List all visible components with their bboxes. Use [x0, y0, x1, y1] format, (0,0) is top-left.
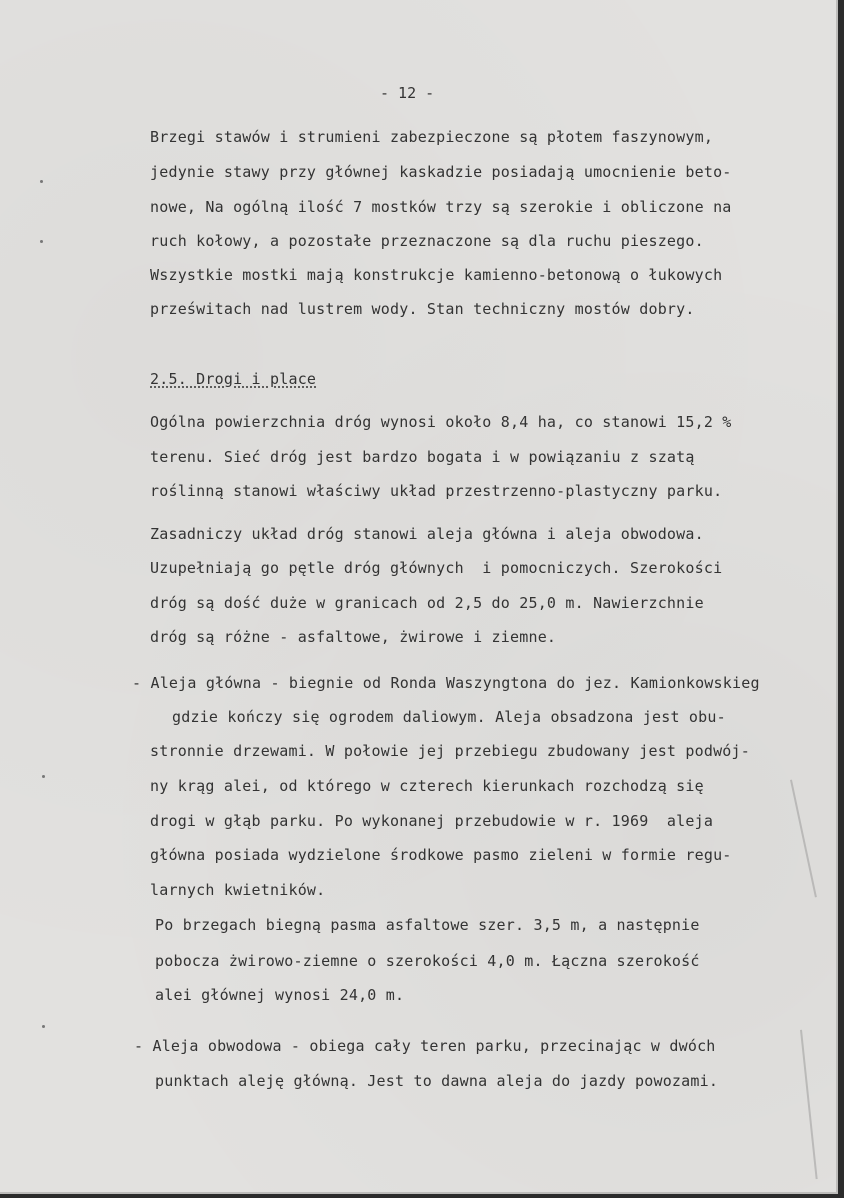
text-line: stronnie drzewami. W połowie jej przebiegu zbudowany jest podwój-	[150, 742, 750, 760]
margin-dot	[40, 240, 43, 243]
text-line: gdzie kończy się ogrodem daliowym. Aleja obsadzona jest obu-	[172, 708, 726, 726]
text-line: roślinną stanowi właściwy układ przestrzenno-plastyczny parku.	[150, 482, 723, 500]
text-line: Zasadniczy układ dróg stanowi aleja główna i aleja obwodowa.	[150, 525, 704, 543]
text-line: Po brzegach biegną pasma asfaltowe szer. 3,5 m, a następnie	[155, 916, 700, 934]
text-line: ny krąg alei, od którego w czterech kierunkach rozchodzą się	[150, 777, 704, 795]
text-line: pobocza żwirowo-ziemne o szerokości 4,0 m. Łączna szerokość	[155, 952, 700, 970]
section-heading: 2.5. Drogi i place	[150, 370, 317, 388]
text-line: Brzegi stawów i strumieni zabezpieczone są płotem faszynowym,	[150, 128, 714, 146]
bullet-line: - Aleja obwodowa - obiega cały teren parku, przecinając w dwóch	[134, 1037, 716, 1055]
text-line: dróg są dość duże w granicach od 2,5 do 25,0 m. Nawierzchnie	[150, 594, 704, 612]
text-line: punktach aleję główną. Jest to dawna aleja do jazdy powozami.	[155, 1072, 719, 1090]
text-line: nowe, Na ogólną ilość 7 mostków trzy są szerokie i obliczone na	[150, 198, 732, 216]
margin-dot	[42, 1025, 45, 1028]
paper-crease	[790, 780, 817, 898]
margin-dot	[42, 775, 45, 778]
text-line: jedynie stawy przy głównej kaskadzie posiadają umocnienie beto-	[150, 163, 732, 181]
page-number: - 12 -	[380, 84, 435, 102]
text-line: główna posiada wydzielone środkowe pasmo zieleni w formie regu-	[150, 846, 732, 864]
text-line: drogi w głąb parku. Po wykonanej przebudowie w r. 1969 aleja	[150, 812, 714, 830]
text-line: Wszystkie mostki mają konstrukcje kamienno-betonową o łukowych	[150, 266, 723, 284]
text-line: terenu. Sieć dróg jest bardzo bogata i w powiązaniu z szatą	[150, 448, 695, 466]
text-line: Ogólna powierzchnia dróg wynosi około 8,4 ha, co stanowi 15,2 %	[150, 413, 732, 431]
text-line: dróg są różne - asfaltowe, żwirowe i ziemne.	[150, 628, 557, 646]
paper-crease	[800, 1030, 818, 1179]
margin-dot	[40, 180, 43, 183]
text-line: alei głównej wynosi 24,0 m.	[155, 986, 405, 1004]
text-line: Uzupełniają go pętle dróg głównych i pomocniczych. Szerokości	[150, 559, 723, 577]
text-line: prześwitach nad lustrem wody. Stan techniczny mostów dobry.	[150, 300, 695, 318]
bullet-line: - Aleja główna - biegnie od Ronda Waszyngtona do jez. Kamionkowskieg	[132, 674, 760, 692]
text-line: larnych kwietników.	[150, 881, 326, 899]
text-line: ruch kołowy, a pozostałe przeznaczone są dla ruchu pieszego.	[150, 232, 704, 250]
